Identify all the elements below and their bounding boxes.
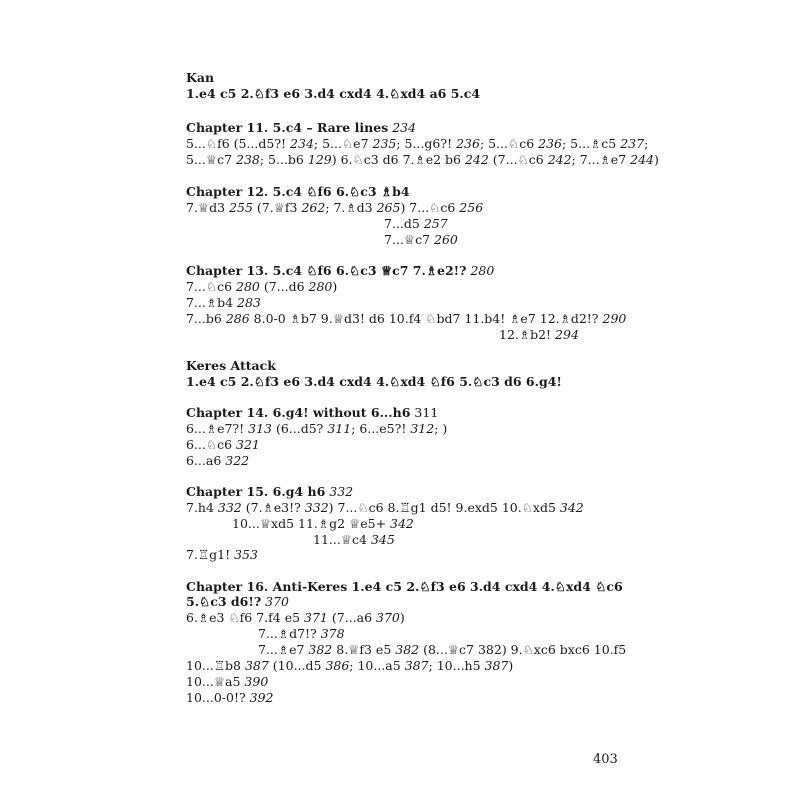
chapter-12-line-3 xyxy=(384,232,458,248)
move-text: 10...♕a5 xyxy=(186,674,245,689)
chapter-16-heading-cont xyxy=(186,594,289,610)
move-text: (7...d6 xyxy=(259,279,309,294)
move-text: ; ) xyxy=(434,421,448,436)
move-text: 11...♕c4 xyxy=(313,532,371,547)
section-moves-keres: 1.e4 c5 2.♘f3 e6 3.d4 cxd4 4.♘xd4 ♘f6 5.♘c3 d6 6.g4! xyxy=(186,374,562,389)
move-text: ) xyxy=(508,658,514,673)
chapter-heading-text: Chapter 14. 6.g4! without 6...h6 xyxy=(186,405,411,420)
move-text: (7...a6 xyxy=(327,610,376,625)
chapter-16-line-2 xyxy=(258,626,345,642)
chapter-heading-text: Chapter 13. 5.c4 ♘f6 6.♘c3 ♕c7 7.♗e2!? xyxy=(186,263,467,278)
chapter-heading-text: 5.♘c3 d6!? xyxy=(186,594,262,609)
move-text: 7...♗d7!? xyxy=(258,626,321,641)
move-text: (7.♗e3!? xyxy=(241,500,305,515)
chapter-14-line-1 xyxy=(186,421,447,437)
page-reference: 265 xyxy=(376,200,401,215)
page-reference: 244 xyxy=(630,152,654,167)
page-number: 403 xyxy=(593,752,618,767)
move-text: ) 6.♘c3 d6 7.♗e2 b6 xyxy=(331,152,465,167)
move-text: ; 7...♗e7 xyxy=(571,152,631,167)
move-text: 7...♗b4 xyxy=(186,295,238,310)
page-reference: 294 xyxy=(555,327,579,342)
page-reference: 234 xyxy=(290,136,314,151)
page-reference: 322 xyxy=(225,453,250,468)
move-text: ; 7.♗d3 xyxy=(325,200,377,215)
page-reference: 332 xyxy=(217,500,242,515)
chapter-13-line-1 xyxy=(186,279,337,295)
page-reference: 382 xyxy=(395,642,420,657)
chapter-13-heading xyxy=(186,263,494,279)
page-reference: 387 xyxy=(244,658,269,673)
section-title-kan: Kan xyxy=(186,70,215,85)
page-reference: 342 xyxy=(390,516,414,531)
chapter-12-line-1 xyxy=(186,200,483,216)
move-text: ; 5...g6?! xyxy=(396,136,457,151)
chapter-16-line-3 xyxy=(258,642,626,658)
move-text: 7.♖g1! xyxy=(186,547,235,562)
move-text: ; 5...♘e7 xyxy=(313,136,373,151)
chapter-page-ref: 332 xyxy=(329,484,354,499)
chapter-13-line-4 xyxy=(499,327,579,343)
chapter-heading-text: Chapter 11. 5.c4 – Rare lines xyxy=(186,120,389,135)
move-text: ; 6...e5?! xyxy=(351,421,411,436)
page-reference: 387 xyxy=(484,658,509,673)
page-reference: 386 xyxy=(325,658,350,673)
move-text: 7...♘c6 xyxy=(186,279,237,294)
page-reference: 257 xyxy=(423,216,448,231)
chapter-15-line-2 xyxy=(232,516,414,532)
page-reference: 237 xyxy=(620,136,645,151)
page-reference: 255 xyxy=(229,200,253,215)
chapter-14-heading xyxy=(186,405,438,421)
move-text: ; 10...a5 xyxy=(349,658,405,673)
chapter-page-ref: 280 xyxy=(470,263,495,278)
move-text: ; 5...♗c5 xyxy=(562,136,621,151)
move-text: (7...♘c6 xyxy=(488,152,548,167)
move-text: 8.♕f3 e5 xyxy=(332,642,396,657)
page-reference: 283 xyxy=(237,295,261,310)
move-text: 8.0-0 ♗b7 9.♕d3! d6 10.f4 ♘bd7 11.b4! ♗e7 12.♗d2!? xyxy=(249,311,603,326)
move-text: 10...♕xd5 11.♗g2 ♕e5+ xyxy=(232,516,391,531)
page-reference: 312 xyxy=(410,421,435,436)
move-text: 10...♖b8 xyxy=(186,658,245,673)
move-text: 7...♕c7 xyxy=(384,232,435,247)
page-reference: 378 xyxy=(320,626,345,641)
chapter-heading-text: Chapter 16. Anti-Keres 1.e4 c5 2.♘f3 e6 3.d4 cxd4 4.♘xd4 ♘c6 xyxy=(186,579,623,594)
page-reference: 382 xyxy=(308,642,333,657)
page-reference: 236 xyxy=(538,136,562,151)
page-reference: 280 xyxy=(236,279,260,294)
move-text: 7.h4 xyxy=(186,500,218,515)
chapter-heading-text: Chapter 15. 6.g4 h6 xyxy=(186,484,326,499)
page-reference: 311 xyxy=(327,421,352,436)
move-text: ; 5...b6 xyxy=(259,152,308,167)
page-reference: 262 xyxy=(301,200,326,215)
move-text: (10...d5 xyxy=(268,658,326,673)
section-moves-kan: 1.e4 c5 2.♘f3 e6 3.d4 cxd4 4.♘xd4 a6 5.c4 xyxy=(186,86,481,101)
page-reference: 342 xyxy=(559,500,584,515)
move-text: 7...b6 xyxy=(186,311,226,326)
move-text: 5...♕c7 xyxy=(186,152,237,167)
move-text: 6.♗e3 ♘f6 7.f4 e5 xyxy=(186,610,305,625)
page-reference: 260 xyxy=(434,232,458,247)
move-text: (8...♕c7 382) 9.♘xc6 bxc6 10.f5 xyxy=(419,642,627,657)
chapter-page-ref: 311 xyxy=(414,405,439,420)
chapter-15-line-4 xyxy=(186,547,258,563)
page-reference: 370 xyxy=(376,610,400,625)
chapter-16-line-1 xyxy=(186,610,405,626)
move-text: 5...♘f6 (5...d5?! xyxy=(186,136,291,151)
move-text: ) xyxy=(399,610,405,625)
move-text: ; xyxy=(644,136,649,151)
page-reference: 242 xyxy=(464,152,489,167)
move-text: ) xyxy=(332,279,338,294)
page-reference: 345 xyxy=(370,532,395,547)
page-reference: 390 xyxy=(244,674,269,689)
chapter-page-ref: 370 xyxy=(265,594,290,609)
page-reference: 313 xyxy=(248,421,272,436)
section-title-keres: Keres Attack xyxy=(186,358,276,373)
chapter-11-line-2 xyxy=(186,152,659,168)
chapter-13-line-2 xyxy=(186,295,261,311)
page-reference: 353 xyxy=(234,547,258,562)
chapter-16-heading xyxy=(186,579,623,595)
page-reference: 392 xyxy=(249,690,274,705)
page-reference: 235 xyxy=(372,136,397,151)
move-text: 12.♗b2! xyxy=(499,327,556,342)
move-text: 6...♗e7?! xyxy=(186,421,249,436)
move-text: ) 7...♘c6 8.♖g1 d5! 9.exd5 10.♘xd5 xyxy=(328,500,560,515)
move-text: ; 5...♘c6 xyxy=(479,136,539,151)
move-text: 7.♕d3 xyxy=(186,200,230,215)
move-text: 6...a6 xyxy=(186,453,226,468)
move-text: (7.♕f3 xyxy=(252,200,302,215)
page-reference: 242 xyxy=(547,152,572,167)
page-reference: 332 xyxy=(304,500,329,515)
move-text: 6...♘c6 xyxy=(186,437,237,452)
move-text: ; 10...h5 xyxy=(428,658,485,673)
chapter-15-line-3 xyxy=(313,532,395,548)
page-reference: 387 xyxy=(404,658,429,673)
chapter-16-line-4 xyxy=(186,658,513,674)
chapter-11-heading xyxy=(186,120,416,136)
move-text: (6...d5? xyxy=(272,421,328,436)
move-text: ) 7...♘c6 xyxy=(400,200,460,215)
chapter-12-heading xyxy=(186,184,410,200)
page-reference: 321 xyxy=(236,437,260,452)
page-reference: 256 xyxy=(459,200,484,215)
chapter-14-line-3 xyxy=(186,453,249,469)
move-text: 7...♗e7 xyxy=(258,642,309,657)
chapter-12-line-2 xyxy=(384,216,448,232)
page-reference: 286 xyxy=(225,311,250,326)
page-reference: 236 xyxy=(456,136,480,151)
chapter-15-line-1 xyxy=(186,500,584,516)
chapter-14-line-2 xyxy=(186,437,260,453)
page-reference: 129 xyxy=(307,152,332,167)
chapter-16-line-6 xyxy=(186,690,274,706)
page-reference: 280 xyxy=(308,279,333,294)
chapter-13-line-3 xyxy=(186,311,626,327)
move-text: 7...d5 xyxy=(384,216,424,231)
chapter-16-line-5 xyxy=(186,674,268,690)
page-reference: 371 xyxy=(304,610,328,625)
move-text: ) xyxy=(654,152,659,167)
page-reference: 238 xyxy=(236,152,260,167)
chapter-15-heading xyxy=(186,484,353,500)
chapter-heading-text: Chapter 12. 5.c4 ♘f6 6.♘c3 ♗b4 xyxy=(186,184,410,199)
chapter-11-line-1 xyxy=(186,136,648,152)
chapter-page-ref: 234 xyxy=(392,120,417,135)
page-reference: 290 xyxy=(602,311,627,326)
move-text: 10...0-0!? xyxy=(186,690,250,705)
